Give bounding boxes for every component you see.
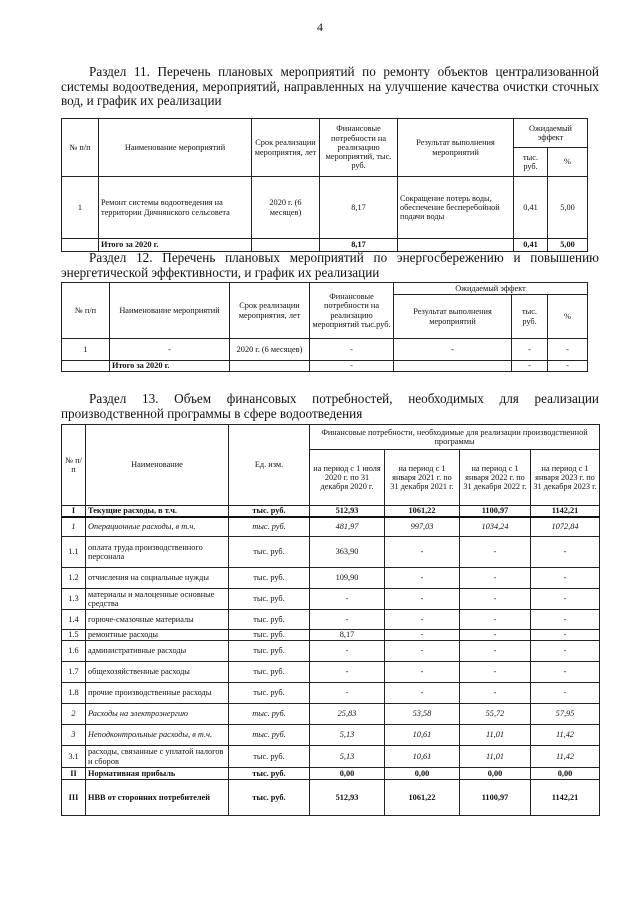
row-unit: тыс. руб. xyxy=(229,780,310,816)
s12-col-num: № п/п xyxy=(62,283,110,339)
s11-row-num: 1 xyxy=(62,177,99,239)
s11-total-finance: 8,17 xyxy=(320,239,398,252)
row-num: 1.3 xyxy=(62,589,86,610)
section-11-table xyxy=(61,118,588,252)
row-value-2020: 512,93 xyxy=(310,780,385,816)
s11-col-result: Результат выполнения мероприятий xyxy=(398,119,514,177)
table-row xyxy=(62,610,600,630)
s11-col-num: № п/п xyxy=(62,119,99,177)
s11-row-rub: 0,41 xyxy=(514,177,548,239)
s12-row-term: 2020 г. (6 месяцев) xyxy=(230,339,310,361)
section-13-table xyxy=(61,424,600,816)
row-name: ремонтные расходы xyxy=(86,630,229,641)
row-num: 1.4 xyxy=(62,610,86,630)
s13-col-period-2022: на период с 1 января 2022 г. по 31 декабря 2022 г. xyxy=(460,450,531,506)
table-row xyxy=(62,683,600,704)
row-value-2023: - xyxy=(531,662,600,683)
s13-col-period-2023: на период с 1 января 2023 г. по 31 декабря 2023 г. xyxy=(531,450,600,506)
row-value-2020: 8,17 xyxy=(310,630,385,641)
row-unit: тыс. руб. xyxy=(229,568,310,589)
table-row xyxy=(62,537,600,568)
row-value-2020: - xyxy=(310,662,385,683)
row-value-2022: - xyxy=(460,641,531,662)
s12-col-rub: тыс. руб. xyxy=(512,295,548,339)
row-value-2023: 11,42 xyxy=(531,746,600,768)
row-num: 1.1 xyxy=(62,537,86,568)
row-value-2021: 53,58 xyxy=(385,704,460,725)
page-number: 4 xyxy=(317,20,323,34)
row-name: административные расходы xyxy=(86,641,229,662)
s12-total-finance: - xyxy=(310,361,394,372)
row-value-2021: 1061,22 xyxy=(385,506,460,517)
row-value-2022: 11,01 xyxy=(460,746,531,768)
row-value-2020: 5,13 xyxy=(310,725,385,746)
row-unit: тыс. руб. xyxy=(229,517,310,537)
section-11-heading: Раздел 11. Перечень плановых мероприятий по ремонту объектов централизованной системы водоотведения, мероприятий, направленных на улучшение качества очистки сточных вод, и график их реализации xyxy=(61,64,599,108)
s11-row-pct: 5,00 xyxy=(548,177,588,239)
row-value-2023: - xyxy=(531,537,600,568)
row-value-2021: - xyxy=(385,568,460,589)
row-unit: тыс. руб. xyxy=(229,768,310,780)
s11-row-finance: 8,17 xyxy=(320,177,398,239)
section-12-table xyxy=(61,282,588,372)
row-value-2022: - xyxy=(460,589,531,610)
table-row xyxy=(62,780,600,816)
s12-row-pct: - xyxy=(548,339,588,361)
table-row xyxy=(62,517,600,537)
row-unit: тыс. руб. xyxy=(229,641,310,662)
table-row xyxy=(62,641,600,662)
row-num: 2 xyxy=(62,704,86,725)
s11-row-term: 2020 г. (6 месяцев) xyxy=(252,177,320,239)
row-name: Неподконтрольные расходы, в т.ч. xyxy=(86,725,229,746)
s13-col-unit: Ед. изм. xyxy=(229,425,310,506)
row-name: прочие производственные расходы xyxy=(86,683,229,704)
row-value-2020: 25,83 xyxy=(310,704,385,725)
s11-row-name: Ремонт системы водоотведения на территории Дичнянского сельсовета xyxy=(99,177,252,239)
row-value-2021: - xyxy=(385,683,460,704)
row-value-2023: - xyxy=(531,568,600,589)
row-unit: тыс. руб. xyxy=(229,704,310,725)
table-row xyxy=(62,746,600,768)
table-row xyxy=(62,662,600,683)
row-value-2020: - xyxy=(310,610,385,630)
row-unit: тыс. руб. xyxy=(229,506,310,517)
row-name: общехозяйственные расходы xyxy=(86,662,229,683)
row-value-2022: 1100,97 xyxy=(460,780,531,816)
row-value-2022: 55,72 xyxy=(460,704,531,725)
row-name: горюче-смазочные материалы xyxy=(86,610,229,630)
row-name: Операционные расходы, в т.ч. xyxy=(86,517,229,537)
row-name: отчисления на социальные нужды xyxy=(86,568,229,589)
row-name: Нормативная прибыль xyxy=(86,768,229,780)
row-value-2021: 1061,22 xyxy=(385,780,460,816)
row-unit: тыс. руб. xyxy=(229,746,310,768)
row-num: 1.6 xyxy=(62,641,86,662)
row-value-2023: - xyxy=(531,641,600,662)
s12-col-term: Срок реализации мероприятия, лет xyxy=(230,283,310,339)
s12-total-label: Итого за 2020 г. xyxy=(110,361,230,372)
s13-col-period-2021: на период с 1 января 2021 г. по 31 декабря 2021 г. xyxy=(385,450,460,506)
s12-col-effect: Ожидаемый эффект xyxy=(394,283,588,295)
s12-row-num: 1 xyxy=(62,339,110,361)
s12-total-pct: - xyxy=(548,361,588,372)
row-unit: тыс. руб. xyxy=(229,589,310,610)
row-value-2020: 481,97 xyxy=(310,517,385,537)
row-value-2020: 512,93 xyxy=(310,506,385,517)
row-name: Расходы на электроэнергию xyxy=(86,704,229,725)
s12-row-rub: - xyxy=(512,339,548,361)
row-value-2021: - xyxy=(385,610,460,630)
row-name: материалы и малоценные основные средства xyxy=(86,589,229,610)
row-unit: тыс. руб. xyxy=(229,662,310,683)
s11-total-label: Итого за 2020 г. xyxy=(99,239,252,252)
s11-total-pct: 5,00 xyxy=(548,239,588,252)
row-value-2020: 363,90 xyxy=(310,537,385,568)
s12-row-name: - xyxy=(110,339,230,361)
s12-col-name: Наименование мероприятий xyxy=(110,283,230,339)
row-value-2023: - xyxy=(531,589,600,610)
table-row xyxy=(62,339,588,361)
row-value-2023: - xyxy=(531,683,600,704)
table-row xyxy=(62,630,600,641)
row-value-2023: 57,95 xyxy=(531,704,600,725)
row-value-2022: 1034,24 xyxy=(460,517,531,537)
table-row xyxy=(62,589,600,610)
row-value-2022: - xyxy=(460,537,531,568)
row-value-2023: 1072,84 xyxy=(531,517,600,537)
table-row xyxy=(62,506,600,517)
s12-row-result: - xyxy=(394,339,512,361)
row-num: 1.2 xyxy=(62,568,86,589)
row-unit: тыс. руб. xyxy=(229,610,310,630)
row-value-2023: 0,00 xyxy=(531,768,600,780)
row-value-2022: - xyxy=(460,683,531,704)
row-value-2023: 1142,21 xyxy=(531,506,600,517)
s11-col-effect-rub: тыс. руб. xyxy=(514,148,548,177)
row-num: 1.8 xyxy=(62,683,86,704)
row-value-2022: 0,00 xyxy=(460,768,531,780)
row-value-2021: - xyxy=(385,589,460,610)
section-12-heading: Раздел 12. Перечень плановых мероприятий по энергосбережению и повышению энергетической эффективности, и график их реализации xyxy=(61,250,599,280)
row-unit: тыс. руб. xyxy=(229,683,310,704)
s12-col-result: Результат выполнения мероприятий xyxy=(394,295,512,339)
row-name: НВВ от сторонних потребителей xyxy=(86,780,229,816)
s12-col-pct: % xyxy=(548,295,588,339)
row-num: II xyxy=(62,768,86,780)
row-value-2022: - xyxy=(460,630,531,641)
row-value-2021: - xyxy=(385,537,460,568)
row-value-2023: 11,42 xyxy=(531,725,600,746)
table-row xyxy=(62,768,600,780)
row-value-2020: 0,00 xyxy=(310,768,385,780)
table-row xyxy=(62,568,600,589)
s11-col-finance: Финансовые потребности на реализацию мероприятий, тыс. руб. xyxy=(320,119,398,177)
row-value-2022: - xyxy=(460,662,531,683)
row-value-2020: - xyxy=(310,589,385,610)
row-unit: тыс. руб. xyxy=(229,725,310,746)
row-value-2021: 10,61 xyxy=(385,746,460,768)
s12-row-finance: - xyxy=(310,339,394,361)
row-value-2022: 1100,97 xyxy=(460,506,531,517)
row-value-2023: - xyxy=(531,630,600,641)
row-unit: тыс. руб. xyxy=(229,537,310,568)
table-row xyxy=(62,361,588,372)
row-value-2020: 5,13 xyxy=(310,746,385,768)
row-value-2021: 10,61 xyxy=(385,725,460,746)
row-name: Текущие расходы, в т.ч. xyxy=(86,506,229,517)
s11-row-result: Сокращение потерь воды, обеспечение бесперебойной подачи воды xyxy=(398,177,514,239)
row-value-2021: - xyxy=(385,641,460,662)
s12-total-rub: - xyxy=(512,361,548,372)
s13-col-name: Наименование xyxy=(86,425,229,506)
row-name: расходы, связанные с уплатой налогов и сборов xyxy=(86,746,229,768)
row-value-2022: - xyxy=(460,610,531,630)
row-num: 1 xyxy=(62,517,86,537)
s11-col-term: Срок реализации мероприятия, лет xyxy=(252,119,320,177)
s12-col-finance: Финансовые потребности на реализацию мероприятий тыс.руб. xyxy=(310,283,394,339)
row-name: оплата труда производственного персонала xyxy=(86,537,229,568)
row-value-2020: - xyxy=(310,641,385,662)
row-unit: тыс. руб. xyxy=(229,630,310,641)
row-value-2021: 0,00 xyxy=(385,768,460,780)
row-value-2021: 997,03 xyxy=(385,517,460,537)
row-num: III xyxy=(62,780,86,816)
row-num: 3 xyxy=(62,725,86,746)
s11-col-effect: Ожидаемый эффект xyxy=(514,119,588,148)
row-num: I xyxy=(62,506,86,517)
row-value-2023: 1142,21 xyxy=(531,780,600,816)
s11-total-rub: 0,41 xyxy=(514,239,548,252)
section-13-heading: Раздел 13. Объем финансовых потребностей, необходимых для реализации производственной программы в сфере водоотведения xyxy=(61,391,599,421)
s13-col-num: № п/п xyxy=(62,425,86,506)
row-num: 1.5 xyxy=(62,630,86,641)
table-row xyxy=(62,177,588,239)
table-row xyxy=(62,704,600,725)
row-value-2021: - xyxy=(385,630,460,641)
s11-col-effect-pct: % xyxy=(548,148,588,177)
table-row xyxy=(62,725,600,746)
row-value-2021: - xyxy=(385,662,460,683)
row-value-2022: - xyxy=(460,568,531,589)
row-value-2020: - xyxy=(310,683,385,704)
row-value-2023: - xyxy=(531,610,600,630)
s13-col-group: Финансовые потребности, необходимые для реализации производственной программы xyxy=(310,425,600,450)
s11-col-name: Наименование мероприятий xyxy=(99,119,252,177)
row-value-2020: 109,90 xyxy=(310,568,385,589)
row-value-2022: 11,01 xyxy=(460,725,531,746)
s13-col-period-2020: на период с 1 июля 2020 г. по 31 декабря 2020 г. xyxy=(310,450,385,506)
row-num: 3.1 xyxy=(62,746,86,768)
row-num: 1.7 xyxy=(62,662,86,683)
